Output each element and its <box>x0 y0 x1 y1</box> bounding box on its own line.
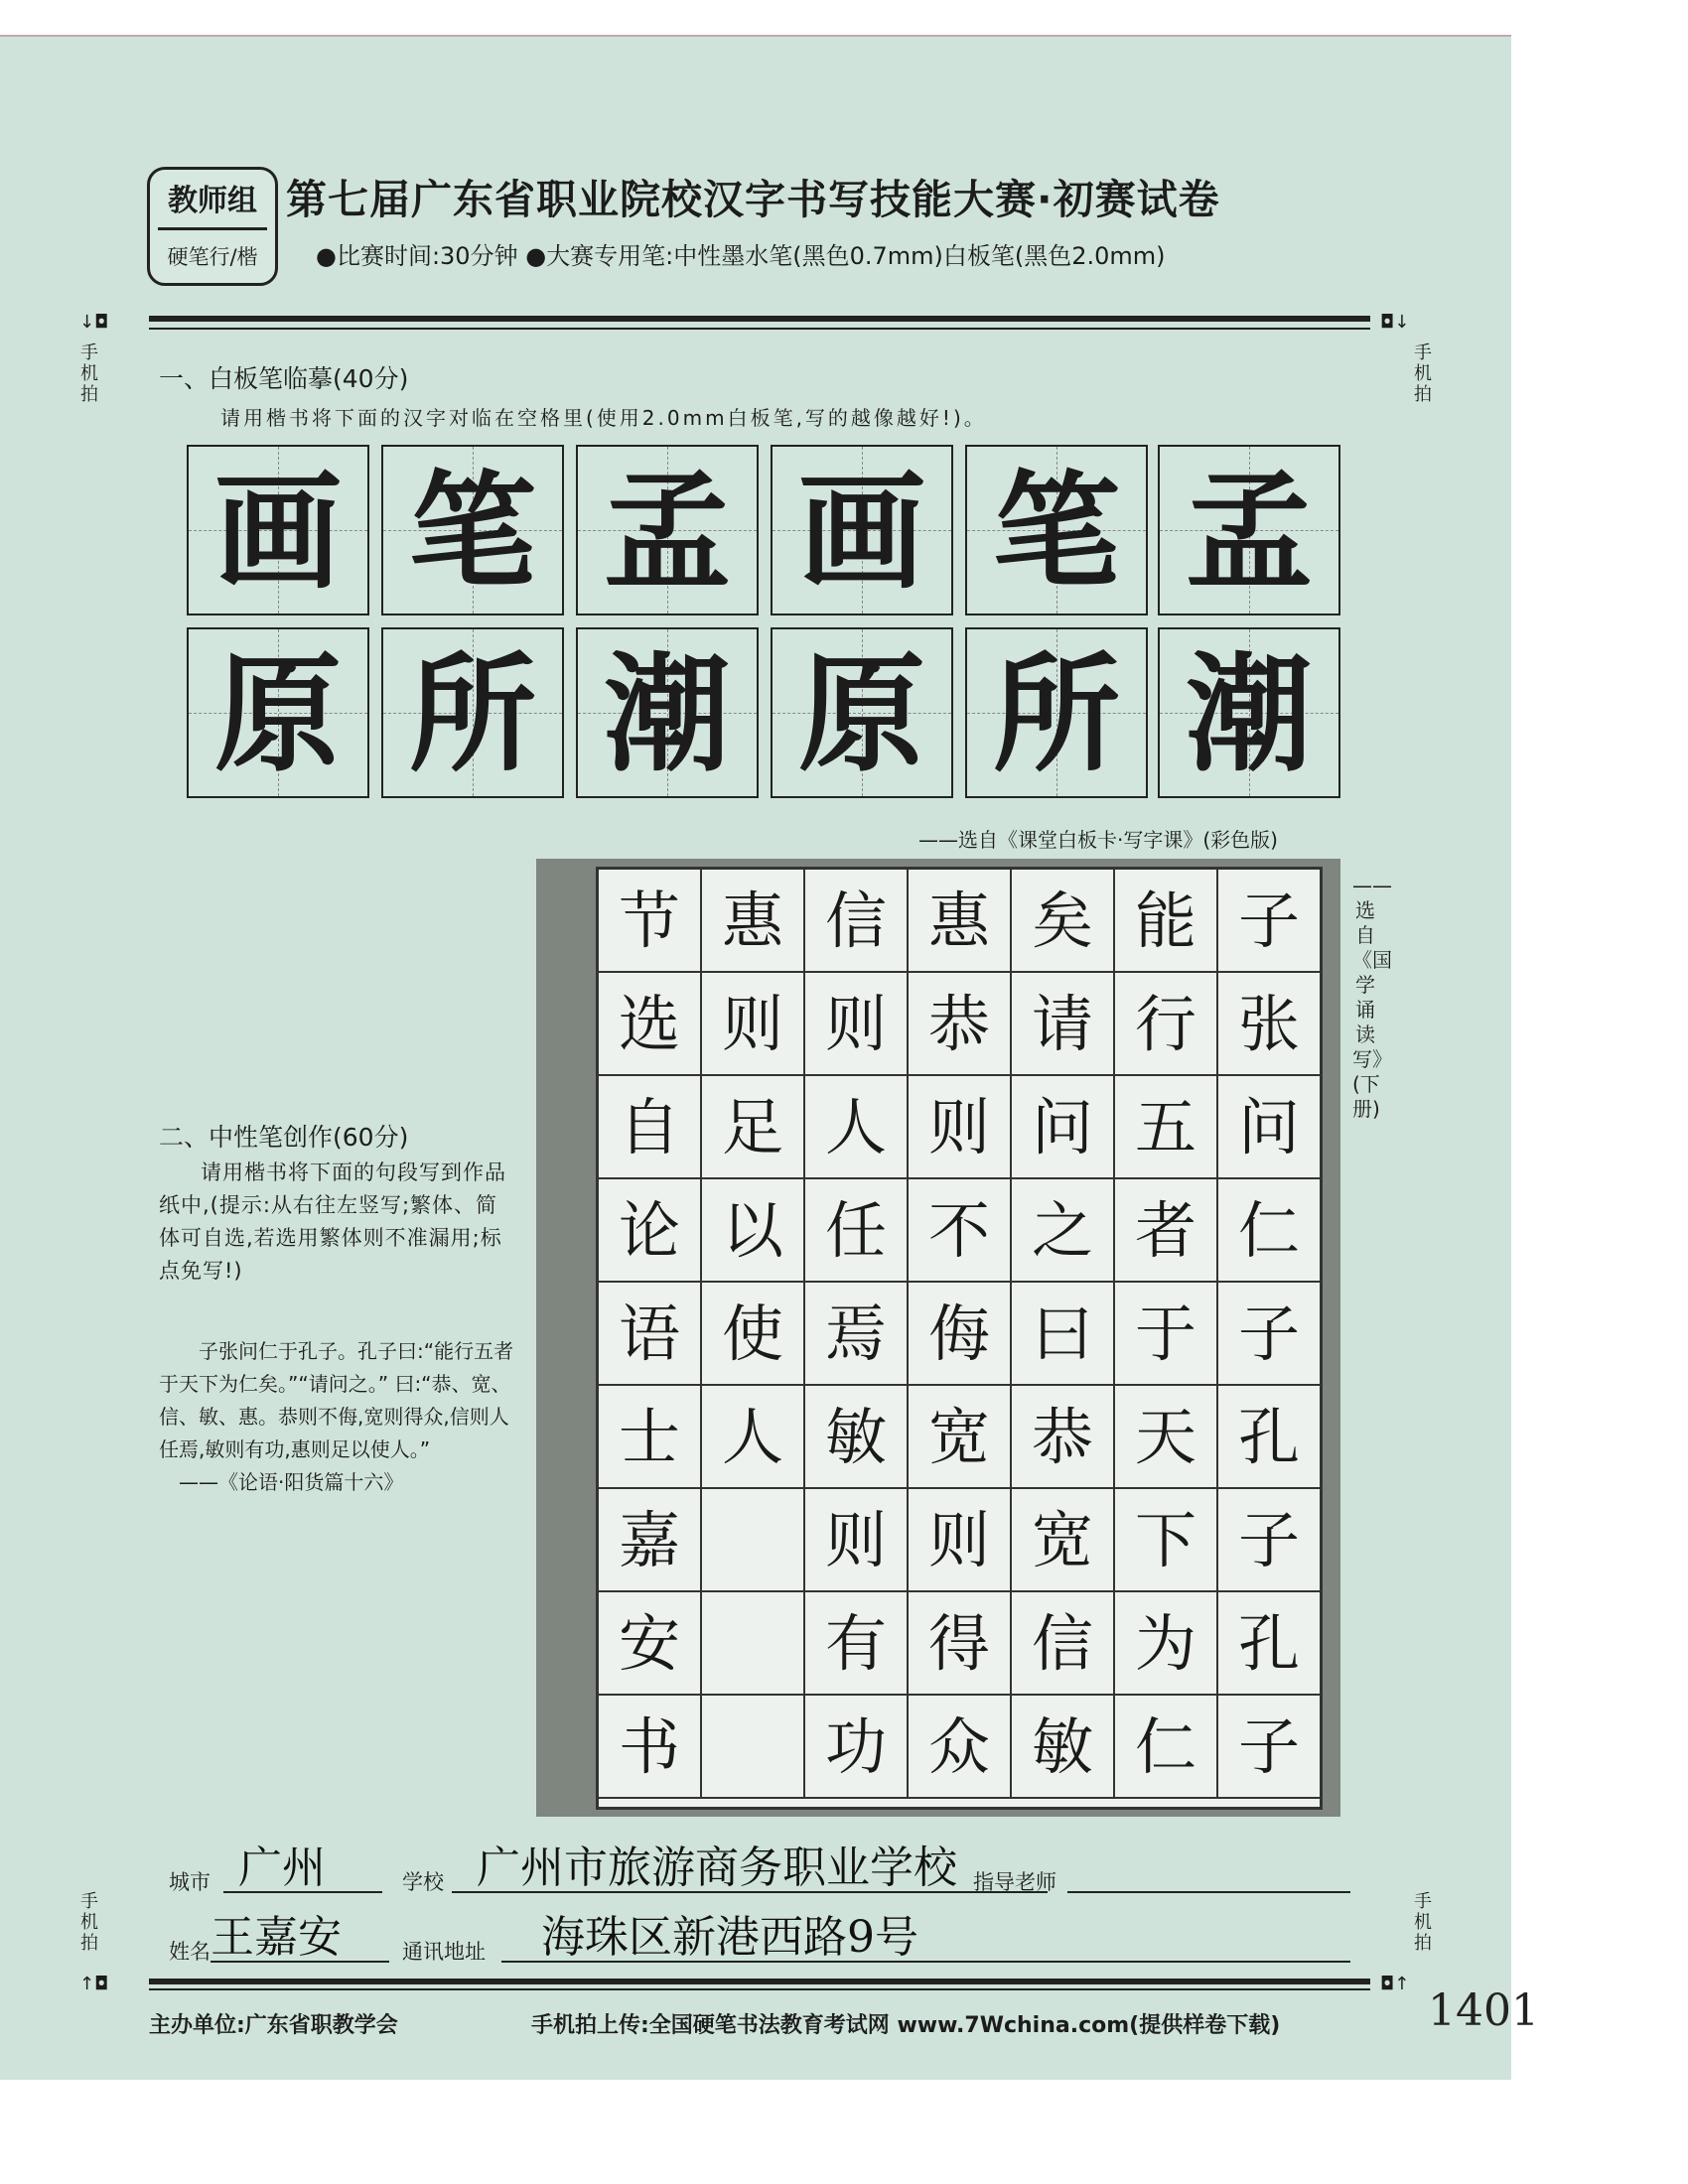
work-paper-cell: 问 <box>1012 1076 1115 1179</box>
work-paper-cell: 选 <box>599 973 702 1076</box>
work-paper-cell: 书 <box>599 1696 702 1799</box>
copy-cell: 原 <box>187 627 369 798</box>
work-paper-cell: 孔 <box>1218 1386 1322 1489</box>
work-paper-cell <box>702 1489 805 1592</box>
side-label-right: 手机拍 <box>1414 342 1432 405</box>
work-paper-cell: 有 <box>805 1592 909 1696</box>
city-label: 城市 <box>169 1870 211 1894</box>
work-paper-cell: 嘉 <box>599 1489 702 1592</box>
quote-source: ——《论语·阳货篇十六》 <box>179 1470 404 1494</box>
copy-cell: 笔 <box>965 445 1148 615</box>
badge-group: 教师组 <box>168 184 257 218</box>
work-paper-cell: 子 <box>1218 1283 1322 1386</box>
work-paper-cell: 孔 <box>1218 1592 1322 1696</box>
side-label-right-bottom: 手机拍 <box>1414 1891 1432 1954</box>
copy-cell: 孟 <box>576 445 759 615</box>
work-paper-cell: 敏 <box>805 1386 909 1489</box>
work-paper-cell: 则 <box>909 1489 1012 1592</box>
work-paper-cell: 人 <box>805 1076 909 1179</box>
work-paper-cell: 之 <box>1012 1179 1115 1283</box>
work-paper-cell: 足 <box>702 1076 805 1179</box>
work-paper-cell: 为 <box>1115 1592 1218 1696</box>
work-paper-cell: 则 <box>805 1489 909 1592</box>
vertical-source: ——选自《国学诵读写》(下册) <box>1352 874 1392 1121</box>
section1-source: ——选自《课堂白板卡·写字课》(彩色版) <box>918 828 1278 852</box>
source-quote <box>159 1335 516 1499</box>
section2-instruction: 请用楷书将下面的句段写到作品纸中,(提示:从右往左竖写;繁体、简体可自选,若选用繁体则不准漏用;标点免写!) <box>159 1160 506 1283</box>
work-paper-cell: 则 <box>702 973 805 1076</box>
copy-cell: 画 <box>771 445 953 615</box>
camera-icon: ◘↓ <box>1380 312 1410 333</box>
work-paper-cell: 能 <box>1115 870 1218 973</box>
work-paper-cell: 安 <box>599 1592 702 1696</box>
work-paper-cell: 恭 <box>1012 1386 1115 1489</box>
page-title: 第七届广东省职业院校汉字书写技能大赛·初赛试卷 <box>286 176 1220 223</box>
exam-rules: ●比赛时间:30分钟 ●大赛专用笔:中性墨水笔(黑色0.7mm)白板笔(黑色2.0mm) <box>316 242 1166 270</box>
work-paper-cell: 士 <box>599 1386 702 1489</box>
work-paper-cell: 子 <box>1218 870 1322 973</box>
teacher-label: 指导老师 <box>973 1870 1056 1894</box>
organizer: 主办单位:广东省职教学会 <box>149 2013 398 2038</box>
work-paper-cell: 以 <box>702 1179 805 1283</box>
work-paper-cell: 节 <box>599 870 702 973</box>
work-paper-cell: 语 <box>599 1283 702 1386</box>
address-label: 通讯地址 <box>402 1940 486 1964</box>
camera-icon: ◘↑ <box>1380 1974 1410 1994</box>
copy-cell: 笔 <box>381 445 564 615</box>
work-paper-cell: 于 <box>1115 1283 1218 1386</box>
work-paper-cell: 行 <box>1115 973 1218 1076</box>
work-paper-grid <box>596 867 1323 1810</box>
header-rule <box>149 316 1370 322</box>
work-paper-cell: 曰 <box>1012 1283 1115 1386</box>
copy-cell: 潮 <box>1158 627 1340 798</box>
camera-icon: ↓◘ <box>79 312 109 333</box>
work-paper-cell: 不 <box>909 1179 1012 1283</box>
work-paper-cell <box>702 1592 805 1696</box>
work-paper-cell: 者 <box>1115 1179 1218 1283</box>
city-field[interactable]: 广州 <box>238 1843 326 1893</box>
section2-heading: 二、中性笔创作(60分) <box>159 1123 409 1152</box>
work-paper-cell: 人 <box>702 1386 805 1489</box>
school-field[interactable]: 广州市旅游商务职业学校 <box>477 1843 957 1893</box>
work-paper-cell: 五 <box>1115 1076 1218 1179</box>
work-paper-cell: 仁 <box>1218 1179 1322 1283</box>
work-paper-cell: 下 <box>1115 1489 1218 1592</box>
work-paper-cell: 则 <box>909 1076 1012 1179</box>
copy-cell: 孟 <box>1158 445 1340 615</box>
work-paper-cell: 信 <box>1012 1592 1115 1696</box>
camera-icon: ↑◘ <box>79 1974 109 1994</box>
work-paper-cell: 问 <box>1218 1076 1322 1179</box>
work-paper-cell: 天 <box>1115 1386 1218 1489</box>
teacher-field[interactable] <box>1067 1891 1350 1893</box>
work-paper-cell: 宽 <box>909 1386 1012 1489</box>
side-label-left: 手机拍 <box>80 342 98 405</box>
badge-style: 硬笔行/楷 <box>167 245 258 269</box>
work-paper-cell: 自 <box>599 1076 702 1179</box>
work-paper-cell: 功 <box>805 1696 909 1799</box>
copy-cell: 所 <box>381 627 564 798</box>
work-paper-cell: 张 <box>1218 973 1322 1076</box>
group-badge <box>147 167 278 286</box>
work-paper-cell: 众 <box>909 1696 1012 1799</box>
address-field[interactable]: 海珠区新港西路9号 <box>541 1912 918 1963</box>
copy-cell: 原 <box>771 627 953 798</box>
work-paper-cell: 宽 <box>1012 1489 1115 1592</box>
section1-instruction: 请用楷书将下面的汉字对临在空格里(使用2.0mm白板笔,写的越像越好!)。 <box>220 406 987 430</box>
footer-rule <box>149 1979 1370 1984</box>
work-paper-cell: 侮 <box>909 1283 1012 1386</box>
work-paper-cell: 敏 <box>1012 1696 1115 1799</box>
footer-rule-thin <box>149 1988 1370 1990</box>
section1-heading: 一、白板笔临摹(40分) <box>159 364 409 393</box>
copy-cell: 所 <box>965 627 1148 798</box>
top-edge-line <box>0 35 1511 37</box>
side-label-left-bottom: 手机拍 <box>80 1891 98 1954</box>
work-paper-cell: 惠 <box>909 870 1012 973</box>
work-paper-cell <box>702 1696 805 1799</box>
copy-grid <box>187 445 1340 800</box>
work-paper-cell: 请 <box>1012 973 1115 1076</box>
header-rule-thin <box>149 328 1370 330</box>
upload-info: 手机拍上传:全国硬笔书法教育考试网 www.7Wchina.com(提供样卷下载) <box>531 2013 1281 2038</box>
work-paper-cell: 仁 <box>1115 1696 1218 1799</box>
quote-text: 子张问仁于孔子。孔子曰:“能行五者于天下为仁矣。”“请问之。” 曰:“恭、宽、信、敏、惠。恭则不侮,宽则得众,信则人任焉,敏则有功,惠则足以使人。” <box>159 1339 514 1461</box>
work-paper-cell: 矣 <box>1012 870 1115 973</box>
work-paper-cell: 论 <box>599 1179 702 1283</box>
work-paper-cell: 则 <box>805 973 909 1076</box>
work-paper-cell: 使 <box>702 1283 805 1386</box>
work-paper-cell: 惠 <box>702 870 805 973</box>
work-paper-cell: 焉 <box>805 1283 909 1386</box>
name-field[interactable]: 王嘉安 <box>211 1912 342 1963</box>
copy-cell: 画 <box>187 445 369 615</box>
work-paper-cell: 信 <box>805 870 909 973</box>
work-paper-cell: 任 <box>805 1179 909 1283</box>
copy-cell: 潮 <box>576 627 759 798</box>
work-paper-cell: 恭 <box>909 973 1012 1076</box>
page-number: 1401 <box>1428 1985 1539 2036</box>
school-label: 学校 <box>402 1870 444 1894</box>
work-paper-cell: 子 <box>1218 1696 1322 1799</box>
work-paper-cell: 得 <box>909 1592 1012 1696</box>
badge-divider <box>158 227 267 230</box>
name-label: 姓名 <box>169 1940 211 1964</box>
work-paper-cell: 子 <box>1218 1489 1322 1592</box>
